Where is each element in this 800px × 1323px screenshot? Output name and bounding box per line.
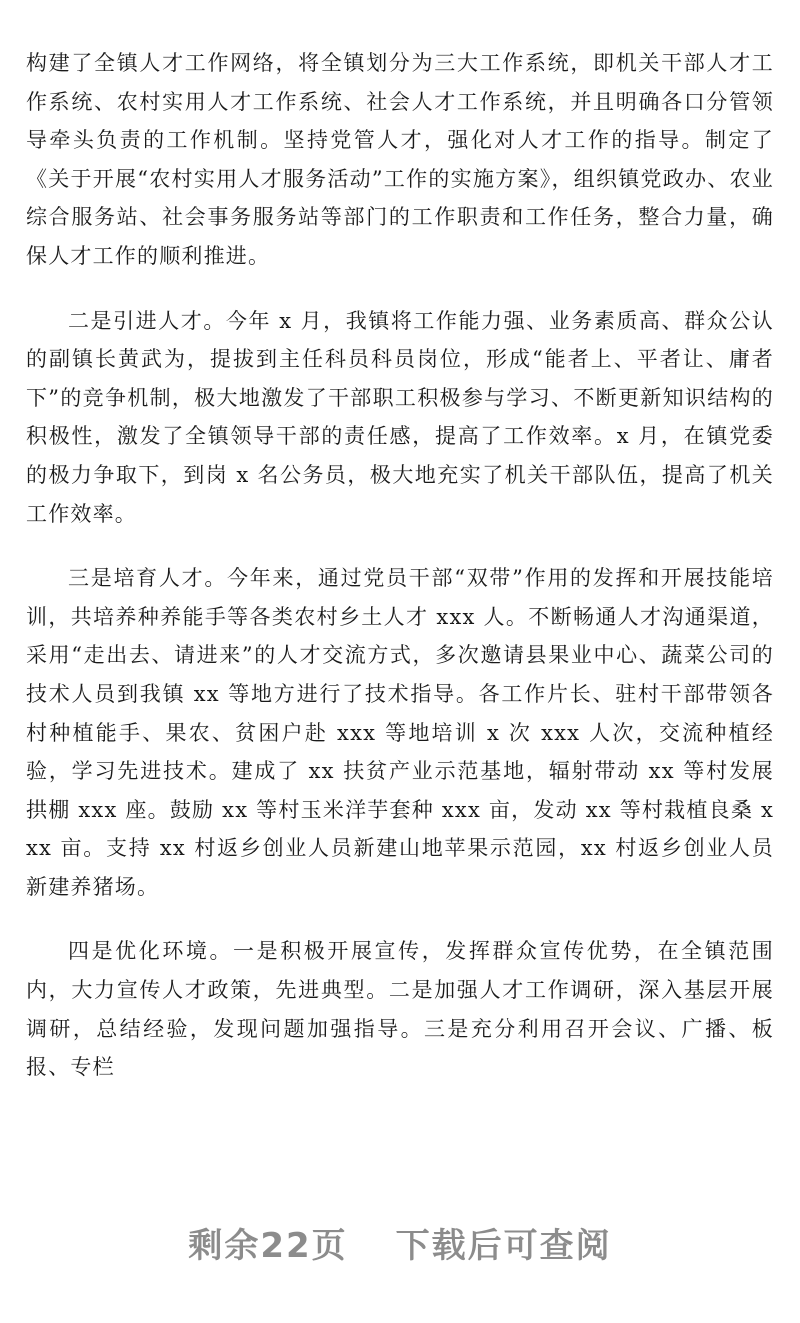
paragraph-introduce-talent: 二是引进人才。今年 x 月，我镇将工作能力强、业务素质高、群众公认的副镇长黄武为，提拔到主任科员科员岗位，形成“能者上、平者让、庸者下”的竞争机制，极大地激发了干部职工积极参与学习、不断更新知识结构的积极性，激发了全镇领导干部的责任感，提高了工作效率。x 月，在镇党委的极力争取下，到岗 x 名公务员，极大地充实了机关干部队伍，提高了机关工作效率。 bbox=[26, 308, 774, 526]
paragraph-optimize-environment: 四是优化环境。一是积极开展宣传，发挥群众宣传优势，在全镇范围内，大力宣传人才政策，先进典型。二是加强人才工作调研，深入基层开展调研，总结经验，发现问题加强指导。三是充分利用召开会议、广播、板报、专栏 bbox=[26, 939, 774, 1080]
paragraph-cultivate-talent: 三是培育人才。今年来，通过党员干部“双带”作用的发挥和开展技能培训，共培养种养能手等各类农村乡土人才 xxx 人。不断畅通人才沟通渠道，采用“走出去、请进来”的人才交流方式，多次邀请县果业中心、蔬菜公司的技术人员到我镇 xx 等地方进行了技术指导。各工作片长、驻村干部带领各村种植能手、果农、贫困户赴 xxx 等地培训 x 次 xxx 人次，交流种植经验，学习先进技术。建成了 xx 扶贫产业示范基地，辐射带动 xx 等村发展拱棚 xxx 座。鼓励 xx 等村玉米洋芋套种 xxx 亩，发动 xx 等村栽植良桑 xxx 亩。支持 xx 村返乡创业人员新建山地苹果示范园，xx 村返乡创业人员新建养猪场。 bbox=[26, 566, 774, 899]
download-banner[interactable] bbox=[0, 1218, 800, 1267]
paragraph-continuation: 构建了全镇人才工作网络，将全镇划分为三大工作系统，即机关干部人才工作系统、农村实用人才工作系统、社会人才工作系统，并且明确各口分管领导牵头负责的工作机制。坚持党管人才，强化对人才工作的指导。制定了《关于开展“农村实用人才服务活动”工作的实施方案》，组织镇党政办、农业综合服务站、社会事务服务站等部门的工作职责和工作任务，整合力量，确保人才工作的顺利推进。 bbox=[26, 51, 774, 268]
remaining-pages-label: 剩余22页 bbox=[188, 1226, 348, 1266]
document-body bbox=[26, 44, 774, 1113]
download-hint-label: 下载后可查阅 bbox=[395, 1226, 612, 1266]
